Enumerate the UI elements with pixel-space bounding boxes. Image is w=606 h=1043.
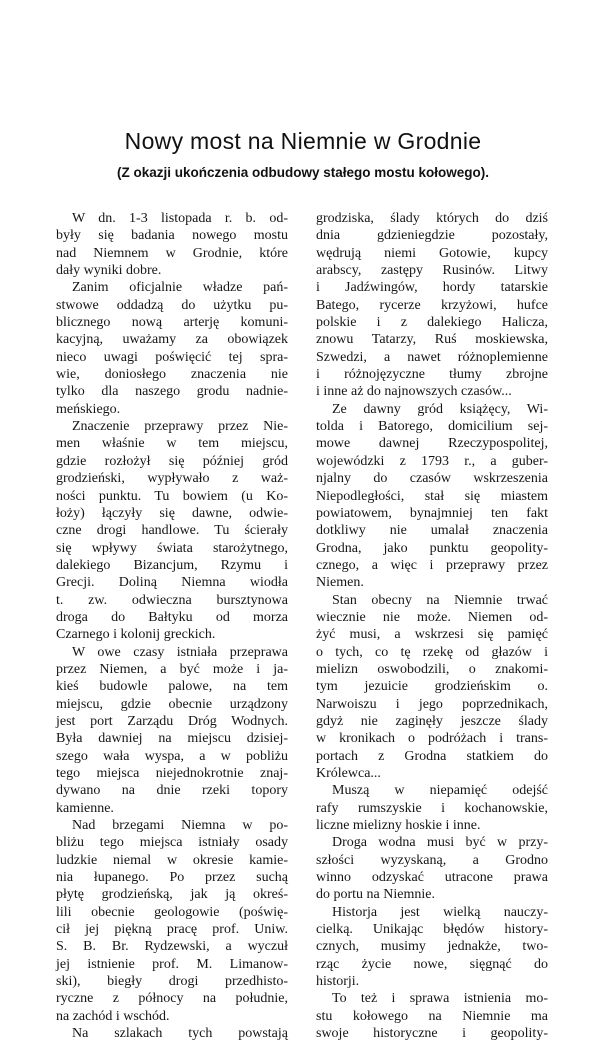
text-line: ności punktu. Tu bowiem (u Ko- (56, 488, 288, 504)
text-line: cznego, a więc i przeprawy przez (316, 557, 548, 573)
text-line: blicznego nową arterję komuni- (56, 315, 288, 331)
text-line: tego miejsca niejednokrotnie znaj- (56, 766, 288, 781)
text-line: Muszą w niepamięć odejść (332, 783, 548, 799)
text-line: na zachód i wschód. (56, 1008, 170, 1024)
text-line: Niepodległości, stał się miastem (316, 488, 548, 504)
text-line: cił jej piękną pracę prof. Uniw. (56, 922, 288, 938)
text-line: stu kołowego na Niemnie ma (316, 1008, 548, 1024)
text-line: o tych, co tę rzekę od głazów i (316, 644, 548, 660)
text-line: To też i sprawa istnienia mo- (332, 991, 548, 1007)
article-subtitle: (Z okazji ukończenia odbudowy stałego mostu kołowego). (116, 165, 490, 180)
text-line: ski), biegły drogi przedhisto- (56, 974, 288, 990)
text-line: dywano na dnie rzeki topory (56, 783, 288, 799)
text-line: dotkliwy nie umalał znaczenia (316, 523, 548, 539)
text-line: Narwoiszu i jego poprzednikach, (316, 696, 548, 712)
text-line: gdzie rozłożył się później gród (56, 453, 288, 469)
text-line: liczne mielizny hoskie i inne. (316, 818, 481, 834)
text-line: ryczne z północy na południe, (56, 991, 288, 1007)
text-line: się wpływy świata starożytnego, (56, 540, 288, 556)
text-line: ludzkie niemal w okresie kamie- (56, 852, 288, 868)
text-line: cielką. Unikając błędów history- (316, 922, 548, 938)
text-line: w kronikach o podróżach i trans- (316, 731, 548, 747)
text-line: swoje historyczne i geopolity- (316, 1026, 548, 1042)
text-line: dnia gdzieniegdzie pozostały, (316, 228, 548, 244)
text-line: men właśnie w tem miejscu, (56, 436, 288, 452)
text-line: żyć musi, a wskrzesi się pamięć (316, 627, 548, 643)
text-line: i Jadźwingów, hordy tatarskie (316, 280, 548, 296)
text-line: t. zw. odwieczna bursztynowa (56, 592, 288, 608)
text-line: portach z Grodna statkiem do (316, 748, 548, 764)
text-line: łoży) łączyły się dawne, odwie- (56, 505, 288, 521)
text-line: Czarnego i kolonij greckich. (56, 627, 216, 643)
text-line: stwowe oddadzą do użytku pu- (56, 297, 288, 313)
text-line: Nad brzegami Niemna w po- (72, 818, 288, 834)
text-line: znowu Tatarzy, Ruś moskiewska, (316, 332, 548, 348)
text-line: rząc życie nowe, sięgnąć do (316, 956, 548, 972)
text-line: Grodna, jako punktu geopolity- (316, 540, 548, 556)
text-line: Królewca... (316, 766, 381, 781)
text-line: nia łupanego. Po przez suchą (56, 870, 288, 886)
text-line: nad Niemnem w Grodnie, które (56, 245, 288, 261)
text-line: czne drogi handlowe. Tu ścierały (56, 523, 288, 539)
text-line: Na szlakach tych powstają (72, 1026, 288, 1042)
text-line: S. B. Br. Rydzewski, a wyczuł (56, 939, 288, 955)
text-line: Stan obecny na Niemnie trwać (332, 592, 548, 608)
text-line: miejscu, gdzie obecnie urządzony (56, 696, 288, 712)
text-line: rafy rumszyskie i kochanowskie, (316, 800, 548, 816)
text-line: winno odzyskać utracone prawa (316, 870, 548, 886)
text-line: kieś budowle palowe, na tem (56, 679, 288, 695)
text-line: arabscy, zastępy Rusinów. Litwy (316, 263, 548, 279)
text-line: kamienne. (56, 800, 114, 816)
text-line: powiatowem, bynajmniej ten fakt (316, 505, 548, 521)
text-line: polskie i z dalekiego Halicza, (316, 315, 548, 331)
text-line: bliżu tego miejsca istniały osady (56, 835, 288, 851)
text-line: Niemen. (316, 575, 364, 591)
text-line: tolda i Batorego, domicilium sej- (316, 419, 548, 435)
text-line: szłości wyzyskaną, a Grodno (316, 852, 548, 868)
text-line: wiecznie nie może. Niemen od- (316, 609, 548, 625)
article-title: Nowy most na Niemnie w Grodnie (124, 128, 482, 154)
text-line: njalny do czasów wskrzeszenia (316, 471, 548, 487)
text-line: przez Niemen, a być może i ja- (56, 661, 288, 677)
text-line: historji. (316, 974, 360, 990)
text-line: płytę grodzieńską, jak ją okreś- (56, 887, 288, 903)
text-line: wojewódzki z 1793 r., a guber- (316, 453, 548, 469)
text-line: dały wyniki dobre. (56, 263, 162, 279)
text-line: Znaczenie przeprawy przez Nie- (72, 419, 288, 435)
text-line: tylko dla naszego grodu nadnie- (56, 384, 288, 400)
text-line: Była dawniej na miejscu dzisiej- (56, 731, 288, 747)
text-line: jest port Zarządu Dróg Wodnych. (56, 713, 288, 729)
text-line: do portu na Niemnie. (316, 887, 435, 903)
text-line: dalekiego Bizancjum, Rzymu i (56, 557, 288, 573)
text-line: lili obecnie geologowie (poświę- (56, 904, 288, 920)
text-line: Ze dawny gród książęcy, Wi- (332, 401, 548, 417)
text-line: i różnojęzyczne tłumy zbrojne (316, 367, 548, 383)
text-line: jej istnienie prof. M. Limanow- (56, 956, 288, 972)
text-line: Droga wodna musi być w przy- (332, 835, 548, 851)
text-line: mielizn oswobodzili, o znakomi- (316, 661, 548, 677)
text-line: były się badania nowego mostu (56, 228, 288, 244)
text-line: gdyż nie zaginęły jeszcze ślady (316, 713, 548, 729)
text-line: grodziska, ślady których do dziś (316, 211, 548, 226)
text-line: Zanim oficjalnie władze pań- (72, 280, 288, 296)
text-line: cznych, musimy jednakże, two- (316, 939, 548, 955)
text-line: nieco uwagi poświęcić tej spra- (56, 349, 288, 365)
text-line: wie, doniosłego znaczenia nie (56, 367, 288, 383)
text-line: wędrują niemi Gotowie, kupcy (316, 245, 548, 261)
text-line: grodzieński, wypływało z waż- (56, 471, 288, 487)
text-line: Grecji. Doliną Niemna wiodła (56, 575, 288, 591)
text-line: tym jezuicie grodzieńskim o. (316, 679, 548, 695)
text-column-right (316, 210, 548, 1043)
text-line: meńskiego. (56, 401, 121, 417)
text-line: mowe dawnej Rzeczypospolitej, (316, 436, 548, 452)
text-line: Szwedzi, a nawet różnoplemienne (316, 349, 548, 365)
text-line: droga do Bałtyku od morza (56, 609, 288, 625)
text-line: kacyjną, uważamy za obowiązek (56, 332, 288, 348)
text-column-left (56, 210, 288, 1043)
text-line: W dn. 1-3 listopada r. b. od- (72, 211, 288, 226)
text-line: Batego, rycerze krzyżowi, hufce (316, 297, 548, 313)
text-line: W owe czasy istniała przeprawa (72, 644, 288, 660)
text-line: i inne aż do najnowszych czasów... (316, 384, 512, 400)
text-line: Historja jest wielką nauczy- (332, 904, 548, 920)
text-line: szego wała wyspa, a w pobliżu (56, 748, 288, 764)
